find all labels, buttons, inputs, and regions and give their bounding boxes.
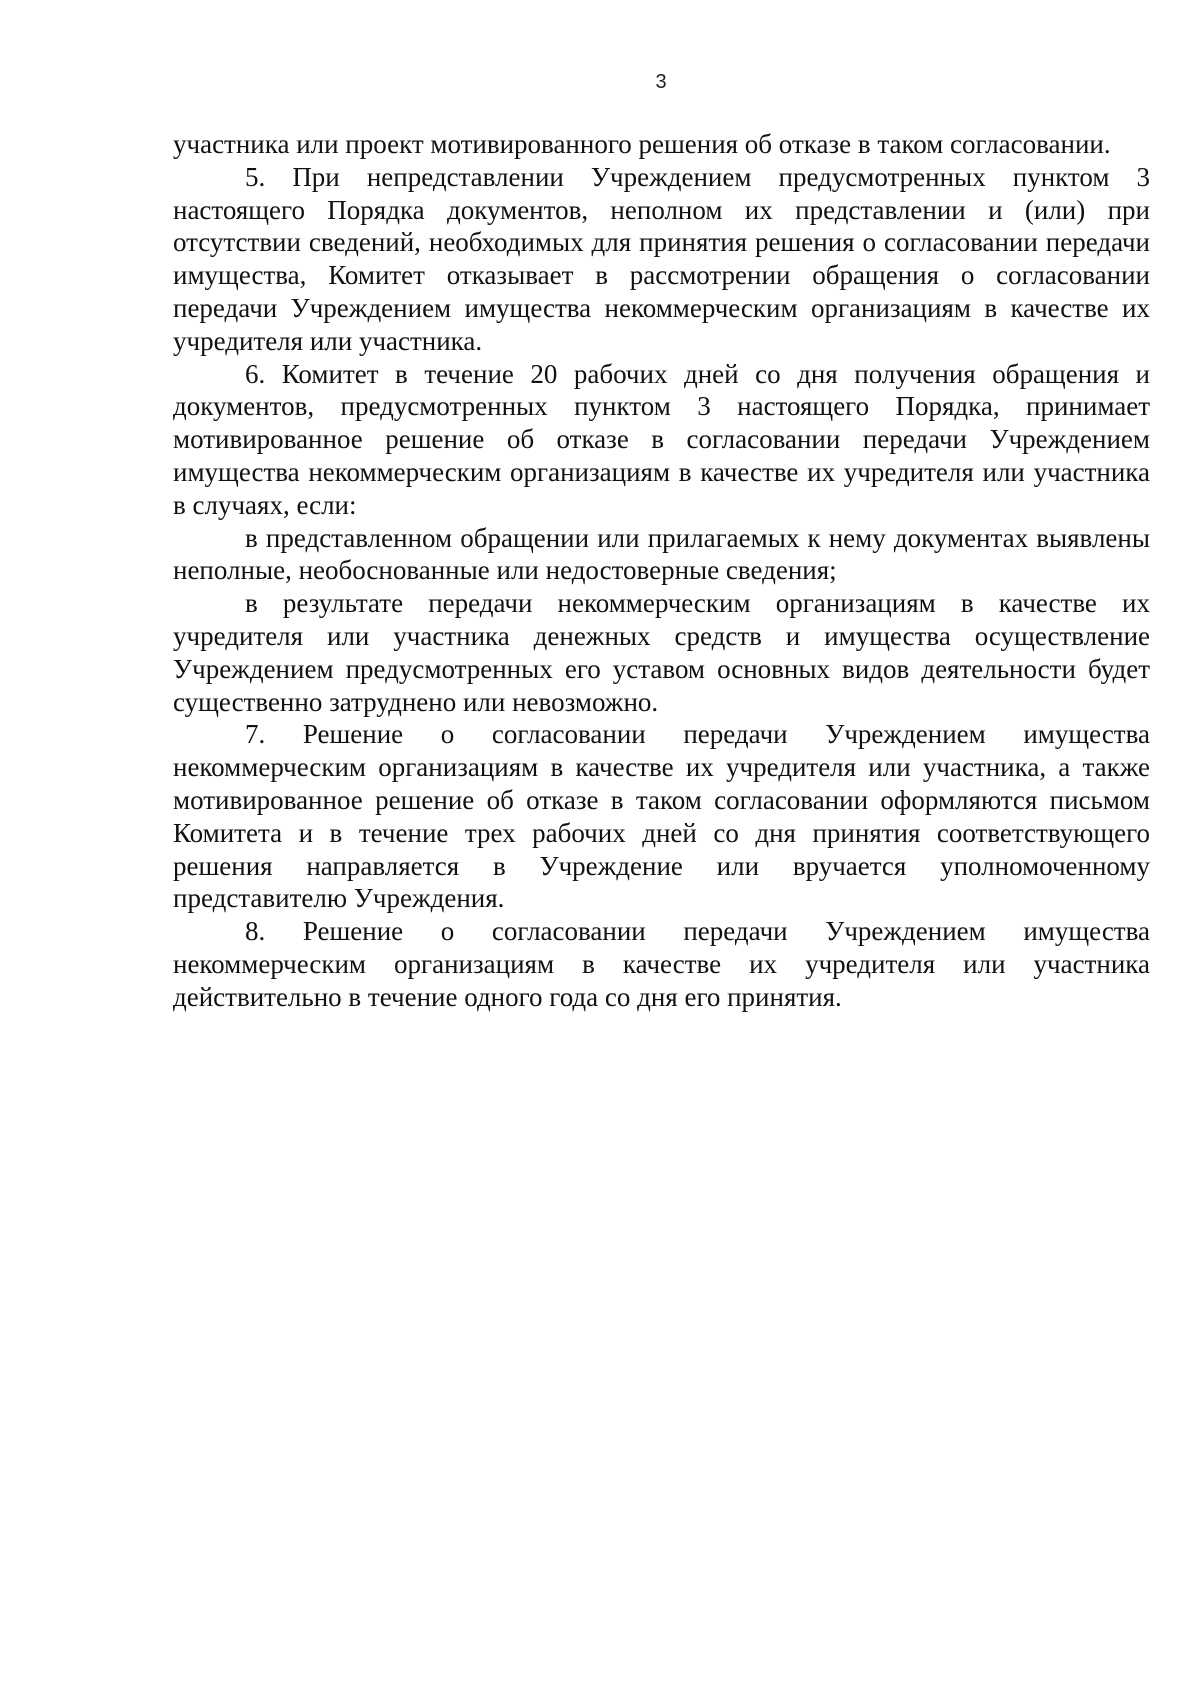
paragraph-item-6-case-1: в представленном обращении или прилагаемых к нему документах выявлены неполные, необоснованные или недостоверные сведения; <box>173 522 1150 586</box>
paragraph-item-6: 6. Комитет в течение 20 рабочих дней со дня получения обращения и документов, предусмотренных пунктом 3 настоящего Порядка, принимает мотивированное решение об отказе в согласовании передачи Учреждением имущества некоммерческим организациям в качестве их учредителя или участника в случаях, если: <box>173 358 1150 520</box>
paragraph-item-7: 7. Решение о согласовании передачи Учреждением имущества некоммерческим организациям в качестве их учредителя или участника, а также мотивированное решение об отказе в таком согласовании оформляются письмом Комитета и в течение трех рабочих дней со дня принятия соответствующего решения направляется в Учреждение или вручается уполномоченному представителю Учреждения. <box>173 719 1150 914</box>
paragraph-continuation: участника или проект мотивированного решения об отказе в таком согласовании. <box>173 129 1111 159</box>
page-number: 3 <box>655 71 667 93</box>
paragraph-item-8: 8. Решение о согласовании передачи Учреждением имущества некоммерческим организациям в качестве их учредителя или участника действительно в течение одного года со дня его принятия. <box>173 916 1150 1012</box>
paragraph-item-6-case-2: в результате передачи некоммерческим организациям в качестве их учредителя или участника денежных средств и имущества осуществление Учреждением предусмотренных его уставом основных видов деятельности будет существенно затруднено или невозможно. <box>173 588 1150 717</box>
paragraph-item-5: 5. При непредставлении Учреждением предусмотренных пунктом 3 настоящего Порядка документов, неполном их представлении и (или) при отсутствии сведений, необходимых для принятия решения о согласовании передачи имущества, Комитет отказывает в рассмотрении обращения о согласовании передачи Учреждением имущества некоммерческим организациям в качестве их учредителя или участника. <box>173 161 1150 356</box>
document-body <box>173 128 1150 1014</box>
